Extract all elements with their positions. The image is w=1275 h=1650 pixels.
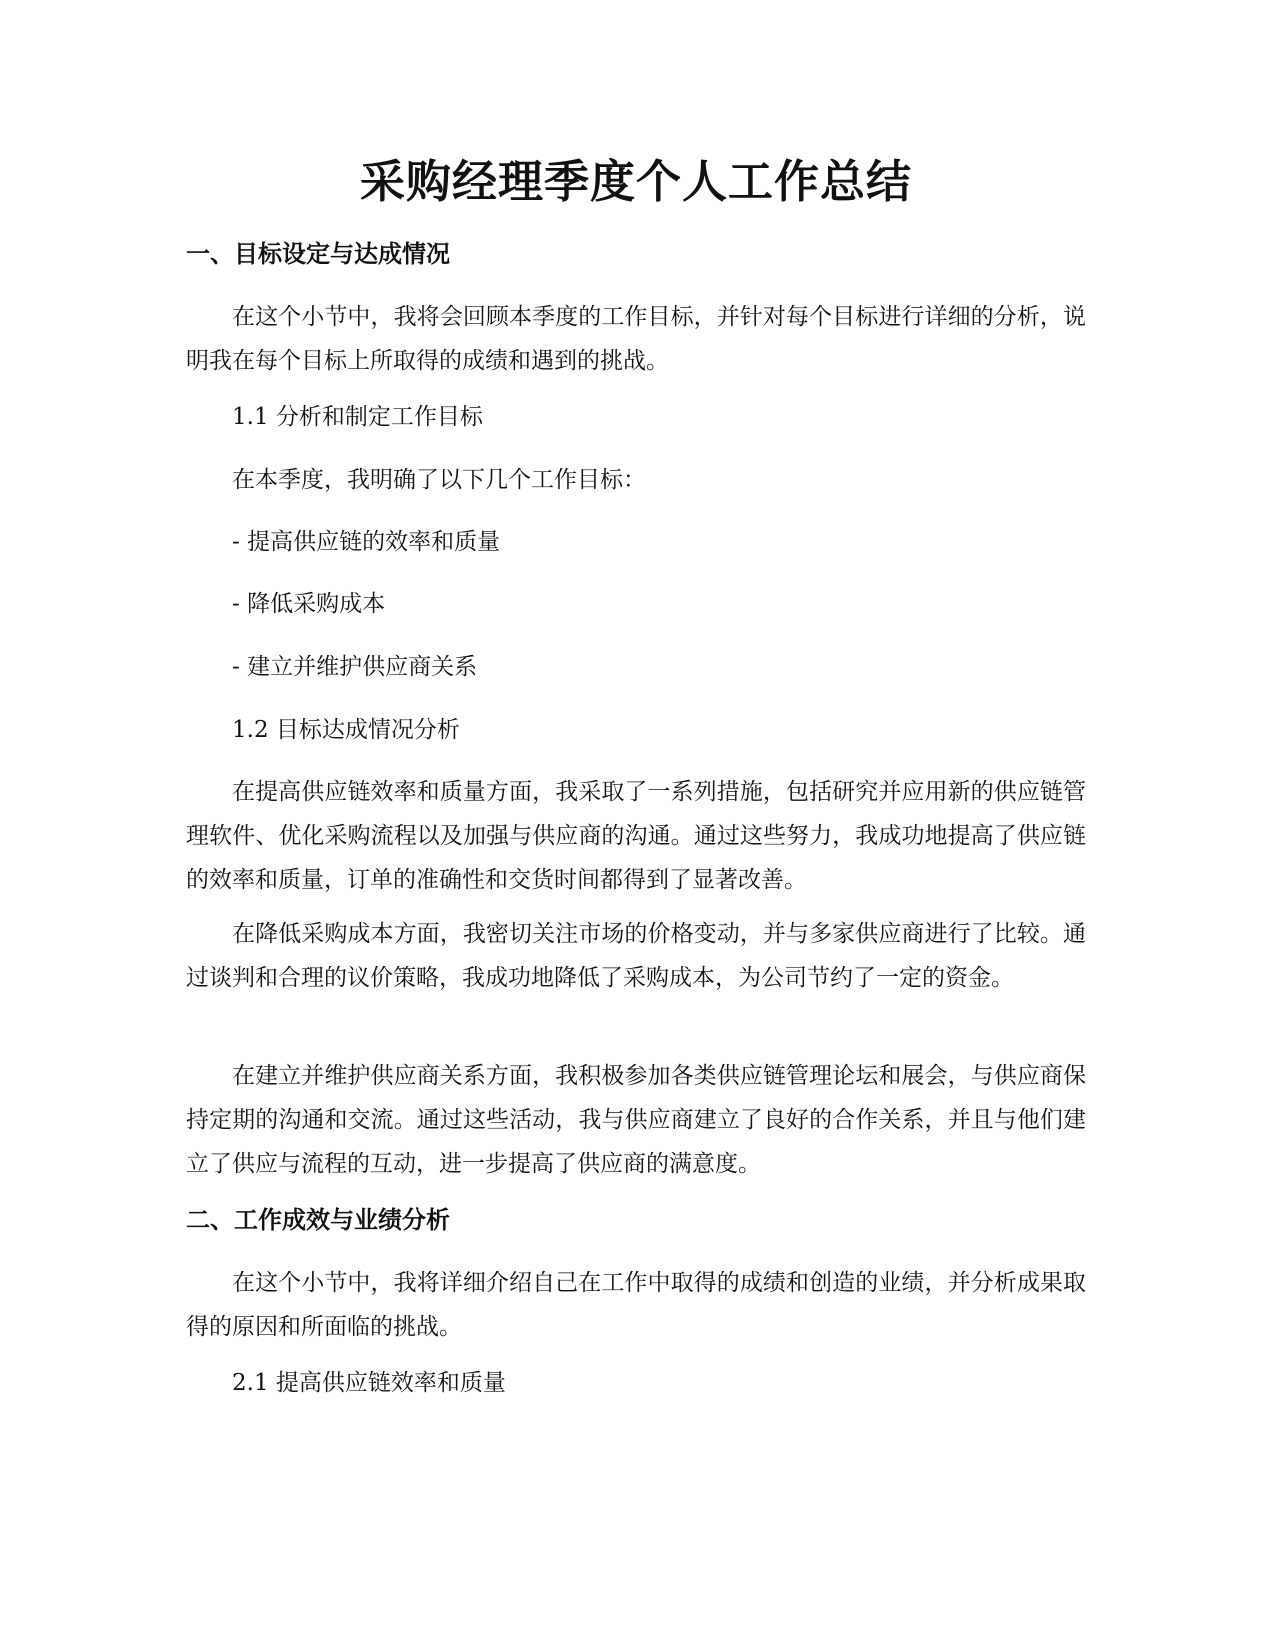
subsection-1-1-title: 1.1 分析和制定工作目标	[232, 404, 483, 430]
subsection-1-2-title: 1.2 目标达成情况分析	[232, 717, 460, 743]
goal-item: - 提高供应链的效率和质量	[232, 529, 501, 555]
section-1-heading: 一、目标设定与达成情况	[186, 240, 450, 268]
analysis-paragraph: 在建立并维护供应商关系方面，我积极参加各类供应链管理论坛和展会，与供应商保持定期的沟通和交流。通过这些活动，我与供应商建立了良好的合作关系，并且与他们建立了供应与流程的互动，进一步提高了供应商的满意度。	[186, 1063, 1086, 1177]
analysis-paragraph: 在提高供应链效率和质量方面，我采取了一系列措施，包括研究并应用新的供应链管理软件、优化采购流程以及加强与供应商的沟通。通过这些努力，我成功地提高了供应链的效率和质量，订单的准确性和交货时间都得到了显著改善。	[186, 779, 1086, 893]
subsection-2-1-title: 2.1 提高供应链效率和质量	[232, 1370, 506, 1396]
section-2-heading: 二、工作成效与业绩分析	[186, 1206, 450, 1234]
goals-lead: 在本季度，我明确了以下几个工作目标：	[232, 467, 646, 493]
goal-item: - 降低采购成本	[232, 591, 386, 617]
analysis-paragraph: 在降低采购成本方面，我密切关注市场的价格变动，并与多家供应商进行了比较。通过谈判和合理的议价策略，我成功地降低了采购成本，为公司节约了一定的资金。	[186, 921, 1086, 991]
goal-item: - 建立并维护供应商关系	[232, 654, 478, 680]
document-title: 采购经理季度个人工作总结	[359, 155, 912, 208]
section-2-intro: 在这个小节中，我将详细介绍自己在工作中取得的成绩和创造的业绩，并分析成果取得的原因和所面临的挑战。	[186, 1270, 1086, 1340]
section-1-intro: 在这个小节中，我将会回顾本季度的工作目标，并针对每个目标进行详细的分析，说明我在每个目标上所取得的成绩和遇到的挑战。	[186, 304, 1086, 374]
